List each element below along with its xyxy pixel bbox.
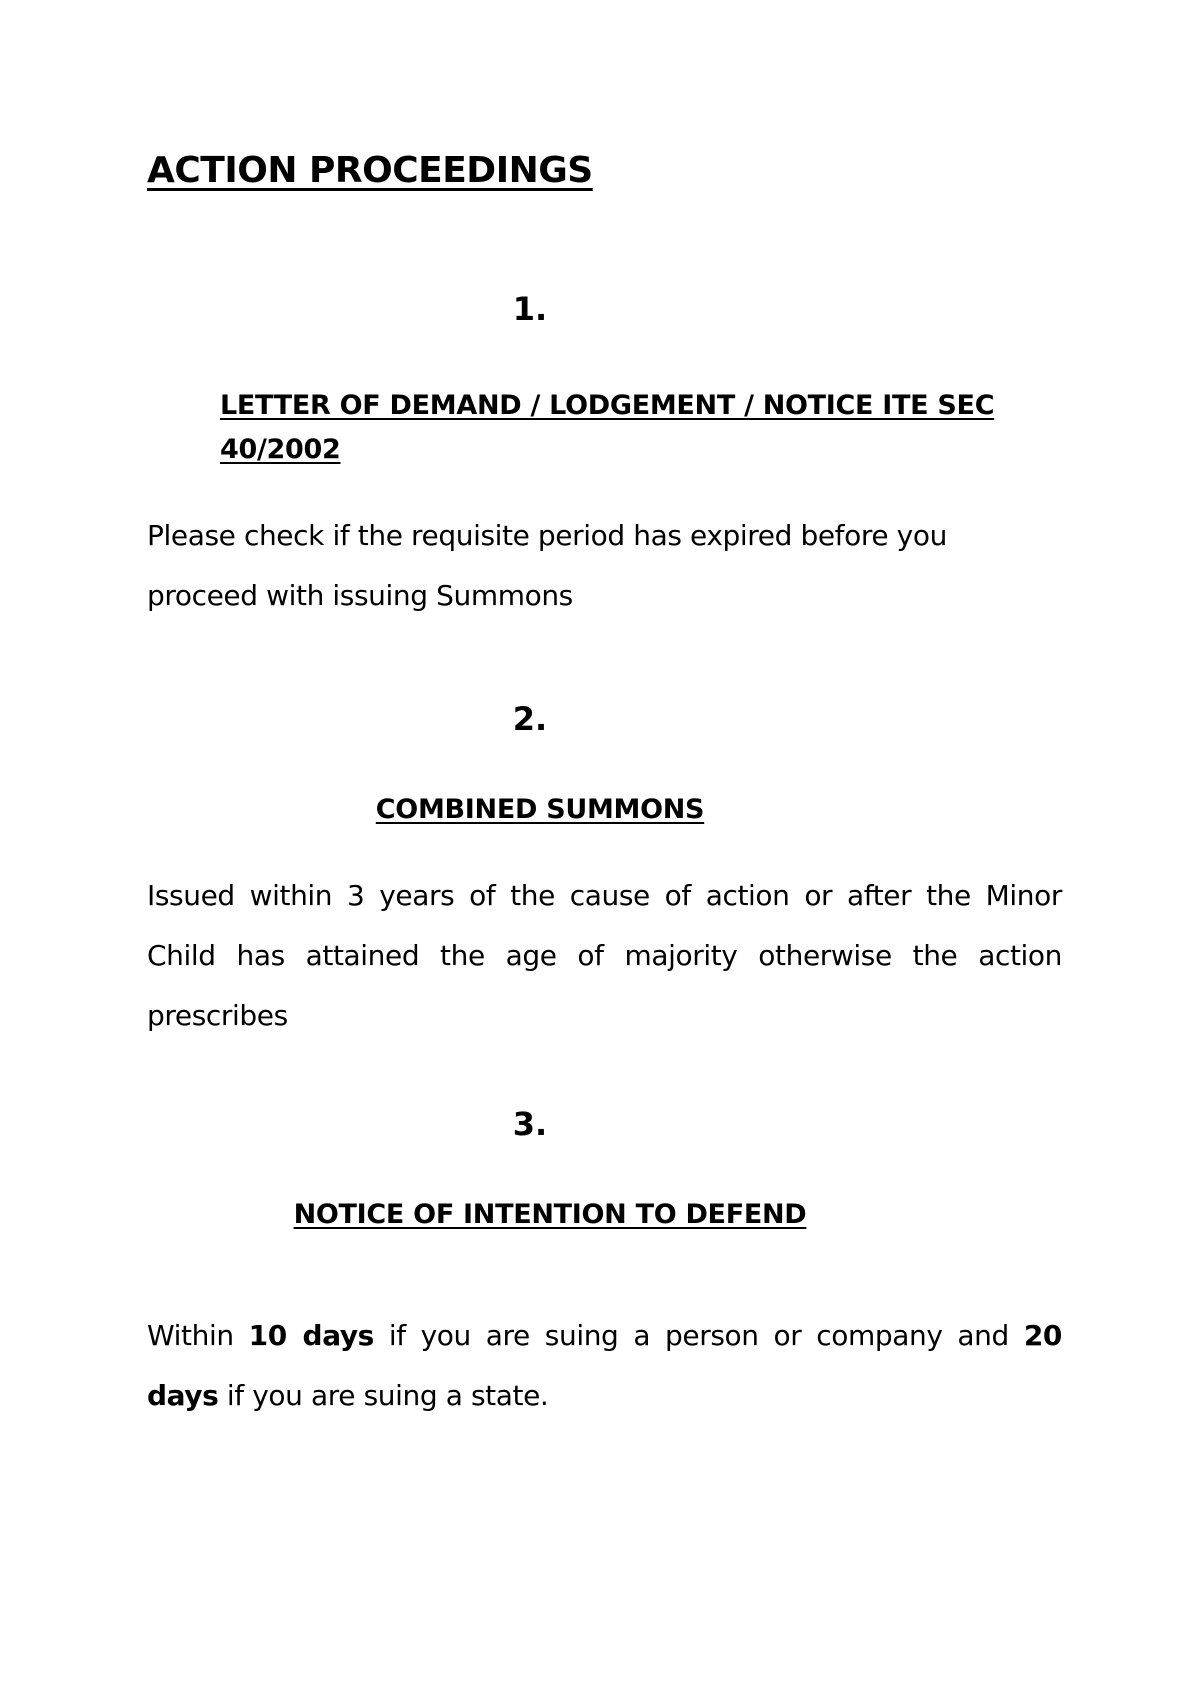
section-3-body-text-2: if you are suing a person or company and [373,1319,1024,1352]
section-3-heading: NOTICE OF INTENTION TO DEFEND [293,1199,807,1230]
section-2-body: Issued within 3 years of the cause of action or after the Minor Child has attained the age of majority otherwise the action prescribes [147,879,1062,1032]
section-3-body-bold-1: 10 days [248,1319,374,1352]
document-title: ACTION PROCEEDINGS [147,150,593,191]
section-2-number: 2. [512,700,548,738]
section-1-heading: LETTER OF DEMAND / LODGEMENT / NOTICE ITE SEC 40/2002 [220,390,995,465]
section-3-body-bold-2: 20 days [147,1319,1062,1412]
section-2-heading: COMBINED SUMMONS [375,794,705,825]
section-3-body [147,1306,1062,1426]
section-3-number: 3. [512,1105,548,1143]
section-3-body-text-1: Within [147,1319,249,1352]
section-3-body-text-3: if you are suing a state. [218,1379,549,1412]
section-1-number: 1. [512,290,548,328]
section-1-body: Please check if the requisite period has expired before you proceed with issuing Summons [147,519,947,612]
